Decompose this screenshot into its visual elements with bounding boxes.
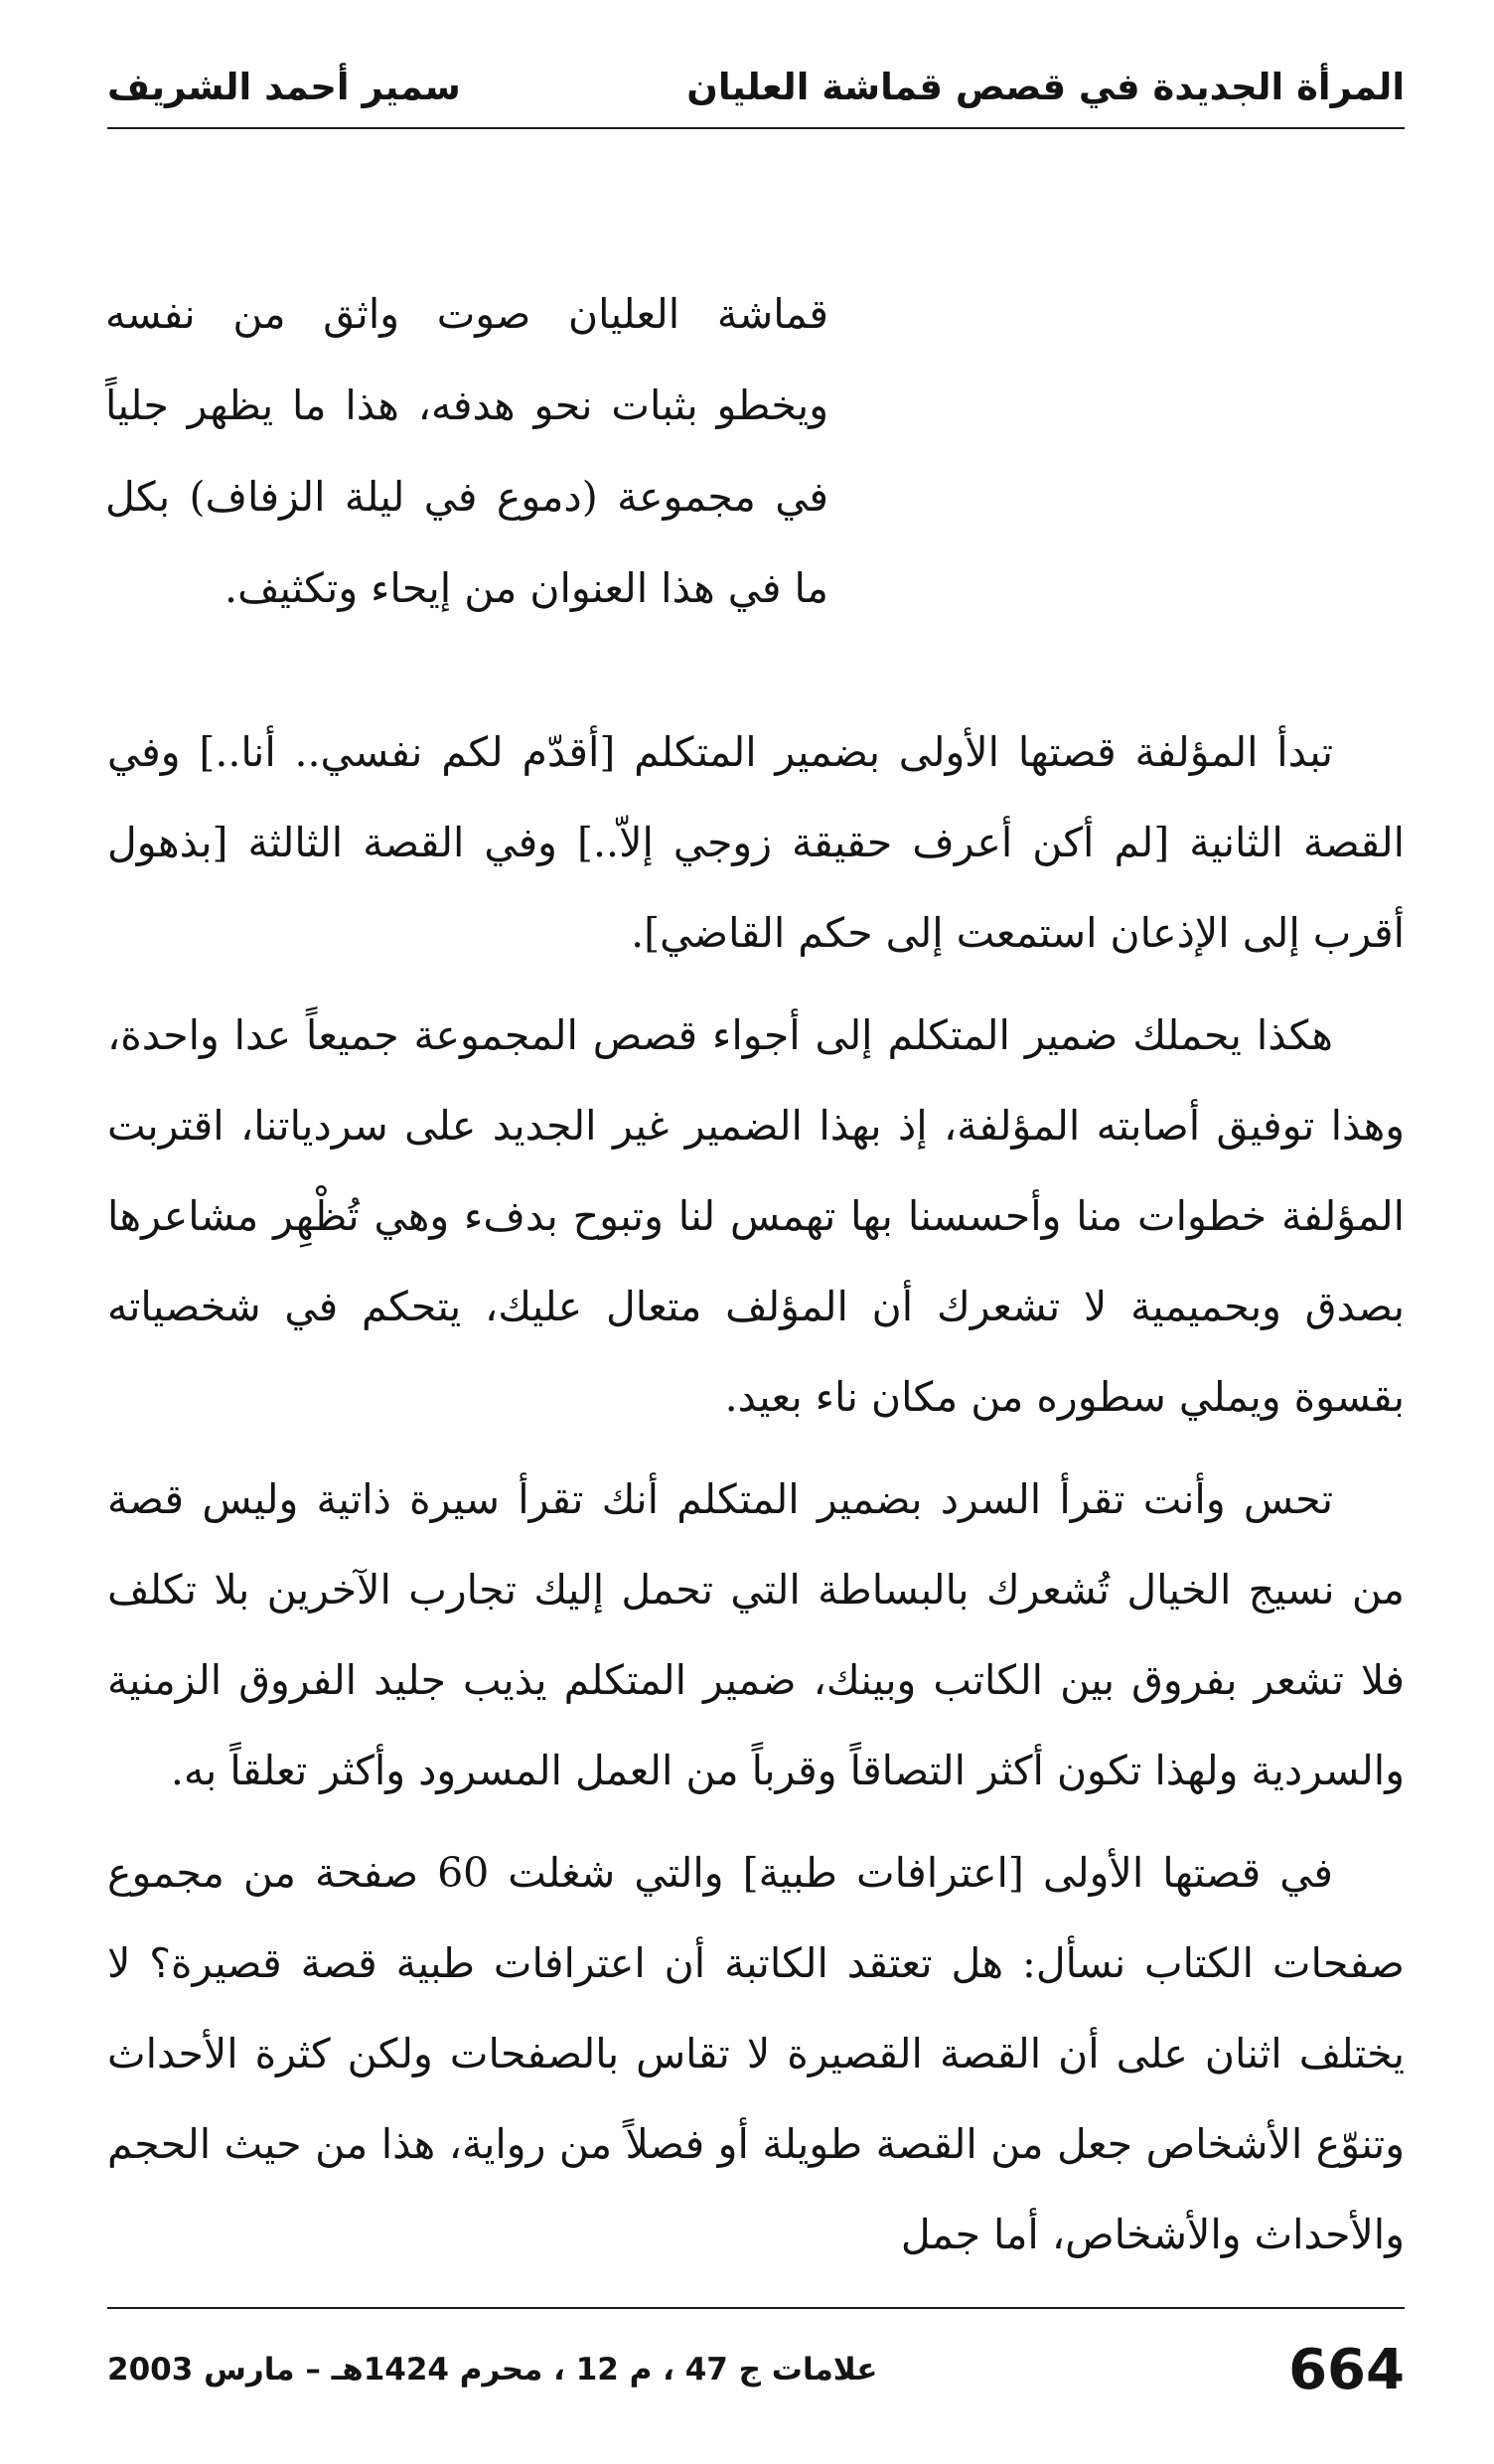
body-text [107,707,1405,2280]
running-head [107,52,1405,121]
header-rule [107,127,1405,129]
paragraph-1: تبدأ المؤلفة قصتها الأولى بضمير المتكلم [أقدّم لكم نفسي.. أنا..] وفي القصة الثانية [لم أكن أعرف حقيقة زوجي إلاّ..] وفي القصة الثالثة [بذهول أقرب إلى الإذعان استمعت إلى حكم القاضي]. [107,728,1405,957]
paragraph-2: هكذا يحملك ضمير المتكلم إلى أجواء قصص المجموعة جميعاً عدا واحدة، وهذا توفيق أصابته المؤلفة، إذ بهذا الضمير غير الجديد على سردياتنا، اقتربت المؤلفة خطوات منا وأحسسنا بها تهمس لنا وتبوح بدفء وهي تُظْهِر مشاعرها بصدق وبحميمية لا تشعرك أن المؤلف متعال عليك، يتحكم في شخصياته بقسوة ويملي سطوره من مكان ناء بعيد. [107,1011,1405,1421]
journal-info: علامات ج 47 ، م 12 ، محرم 1424هـ – مارس 2003 [107,2352,878,2387]
paragraph-3: تحس وأنت تقرأ السرد بضمير المتكلم أنك تقرأ سيرة ذاتية وليس قصة من نسيج الخيال تُشعرك بالبساطة التي تحمل إليك تجارب الآخرين بلا تكلف فلا تشعر بفروق بين الكاتب وبينك، ضمير المتكلم يذيب جليد الفروق الزمنية والسردية ولهذا تكون أكثر التصاقاً وقرباً من العمل المسرود وأكثر تعلقاً به. [107,1475,1405,1794]
page-footer [107,2315,1405,2424]
article-title: المرأة الجديدة في قصص قماشة العليان [686,65,1405,108]
footer-rule [107,2307,1405,2309]
paragraph-4: في قصتها الأولى [اعترافات طبية] والتي شغلت 60 صفحة من مجموع صفحات الكتاب نسأل: هل تعتقد الكاتبة أن اعترافات طبية قصة قصيرة؟ لا يختلف اثنان على أن القصة القصيرة لا تقاس بالصفحات ولكن كثرة الأحداث وتنوّع الأشخاص جعل من القصة طويلة أو فصلاً من رواية، هذا من حيث الحجم والأحداث والأشخاص، أما جمل [107,1849,1405,2258]
author-name: سمير أحمد الشريف [107,65,461,108]
page-number: 664 [1288,2337,1405,2402]
epigraph-block: قماشة العليان صوت واثق من نفسه ويخطو بثبات نحو هدفه، هذا ما يظهر جلياً في مجموعة (دموع في ليلة الزفاف) بكل ما في هذا العنوان من إيحاء وتكثيف. [105,290,828,612]
